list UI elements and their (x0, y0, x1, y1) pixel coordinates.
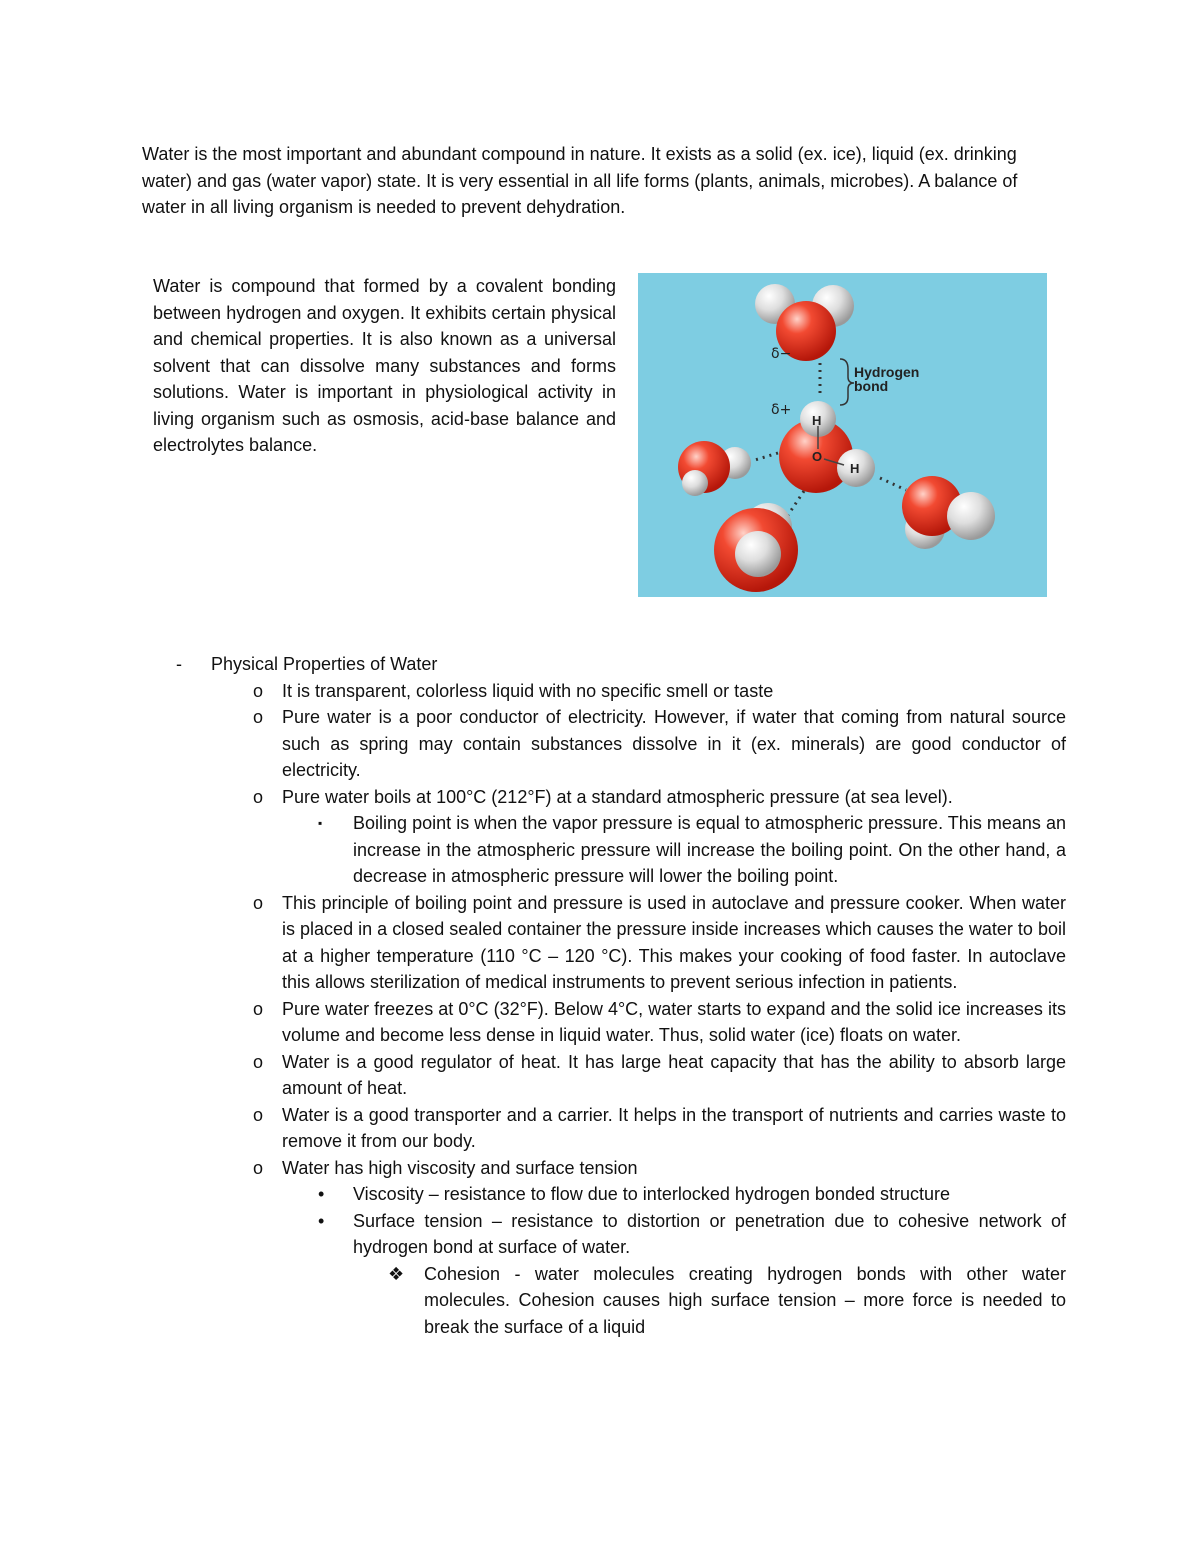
list-item (176, 651, 1066, 678)
bullet-marker: • (318, 1184, 325, 1204)
list-item (176, 784, 1066, 811)
list-item (176, 1181, 1066, 1208)
list-item (176, 890, 1066, 996)
circle-marker: o (253, 1157, 264, 1178)
diamond-marker: ❖ (388, 1263, 405, 1284)
list-item (176, 1261, 1066, 1341)
list-item (176, 810, 1066, 890)
circle-marker: o (253, 786, 264, 807)
circle-marker: o (253, 1104, 264, 1125)
circle-marker: o (253, 707, 264, 727)
bullet-marker: • (318, 1210, 325, 1231)
square-marker: ▪ (318, 816, 323, 830)
list-item (176, 678, 1066, 705)
property-text: Pure water freezes at 0°C (32°F). Below 4°C, water starts to expand and the solid ice increases its volume and become less dense in liquid water. Thus, solid water (ice) floats on water. (282, 998, 1066, 1045)
list-item (176, 1102, 1066, 1155)
list-item (176, 1049, 1066, 1102)
hydrogen-bond-label-line2: bond (854, 378, 889, 394)
list-item (176, 1208, 1066, 1261)
hydrogen-atom-label: H (812, 413, 822, 428)
list-item (176, 1155, 1066, 1182)
covalent-bonding-paragraph: Water is compound that formed by a covalent bonding between hydrogen and oxygen. It exhibits certain physical and chemical properties. It is also known as a universal solvent that can dissolve many substances and forms solutions. Water is important in physiological activity in living organism such as osmosis, acid-base balance and electrolytes balance. (153, 276, 616, 455)
list-item (176, 704, 1066, 784)
circle-marker: o (253, 680, 264, 701)
hydrogen-bond-diagram (638, 273, 1047, 597)
circle-marker: o (253, 998, 264, 1019)
dash-marker: - (176, 654, 182, 674)
circle-marker: o (253, 892, 264, 913)
property-subtext: Viscosity – resistance to flow due to interlocked hydrogen bonded structure (353, 1184, 951, 1204)
property-text: Water has high viscosity and surface tension (282, 1157, 638, 1178)
property-text: Water is a good transporter and a carrier. It helps in the transport of nutrients and carries waste to remove it from our body. (282, 1104, 1066, 1151)
property-subtext: Boiling point is when the vapor pressure is equal to atmospheric pressure. This means an increase in the atmospheric pressure will increase the boiling point. On the other hand, a decrease in atmospheric pressure will lower the boiling point. (353, 813, 1066, 886)
oxygen-atom-label: O (812, 449, 823, 464)
property-text: This principle of boiling point and pressure is used in autoclave and pressure cooker. When water is placed in a closed sealed container the pressure inside increases which causes the water to boil at a higher temperature (110 °C – 120 °C). This makes your cooking of food faster. In autoclave this allows sterilization of medical instruments to prevent serious infection in patients. (282, 892, 1066, 992)
hydrogen-atom (735, 531, 781, 577)
delta-plus-label: δ+ (771, 402, 792, 418)
hydrogen-bond-label-line1: Hydrogen (854, 364, 920, 380)
section-heading: Physical Properties of Water (211, 654, 438, 674)
property-text: Pure water is a poor conductor of electricity. However, if water that coming from natural source such as spring may contain substances dissolve in it (ex. minerals) are good conductor of electricity. (282, 707, 1066, 780)
list-item (176, 996, 1066, 1049)
physical-properties-list (176, 651, 1066, 1340)
delta-minus-label: δ− (771, 346, 792, 362)
hydrogen-atom-label: H (850, 461, 860, 476)
property-text: Pure water boils at 100°C (212°F) at a standard atmospheric pressure (at sea level). (282, 786, 953, 807)
hydrogen-atom (947, 492, 995, 540)
property-text: Water is a good regulator of heat. It has large heat capacity that has the ability to absorb large amount of heat. (282, 1051, 1066, 1098)
hydrogen-bond-figure (638, 273, 1047, 597)
circle-marker: o (253, 1051, 264, 1072)
intro-paragraph: Water is the most important and abundant compound in nature. It exists as a solid (ex. ice), liquid (ex. drinking water) and gas (water vapor) state. It is very essential in all life forms (plants, animals, microbes). A balance of water in all living organism is needed to prevent dehydration. (142, 144, 1018, 217)
property-subtext: Surface tension – resistance to distortion or penetration due to cohesive network of hydrogen bond at surface of water. (353, 1210, 1066, 1257)
hydrogen-atom (682, 470, 708, 496)
property-text: It is transparent, colorless liquid with no specific smell or taste (282, 680, 774, 701)
property-subtext: Cohesion - water molecules creating hydrogen bonds with other water molecules. Cohesion causes high surface tension – more force is needed to break the surface of a liquid (424, 1263, 1066, 1337)
